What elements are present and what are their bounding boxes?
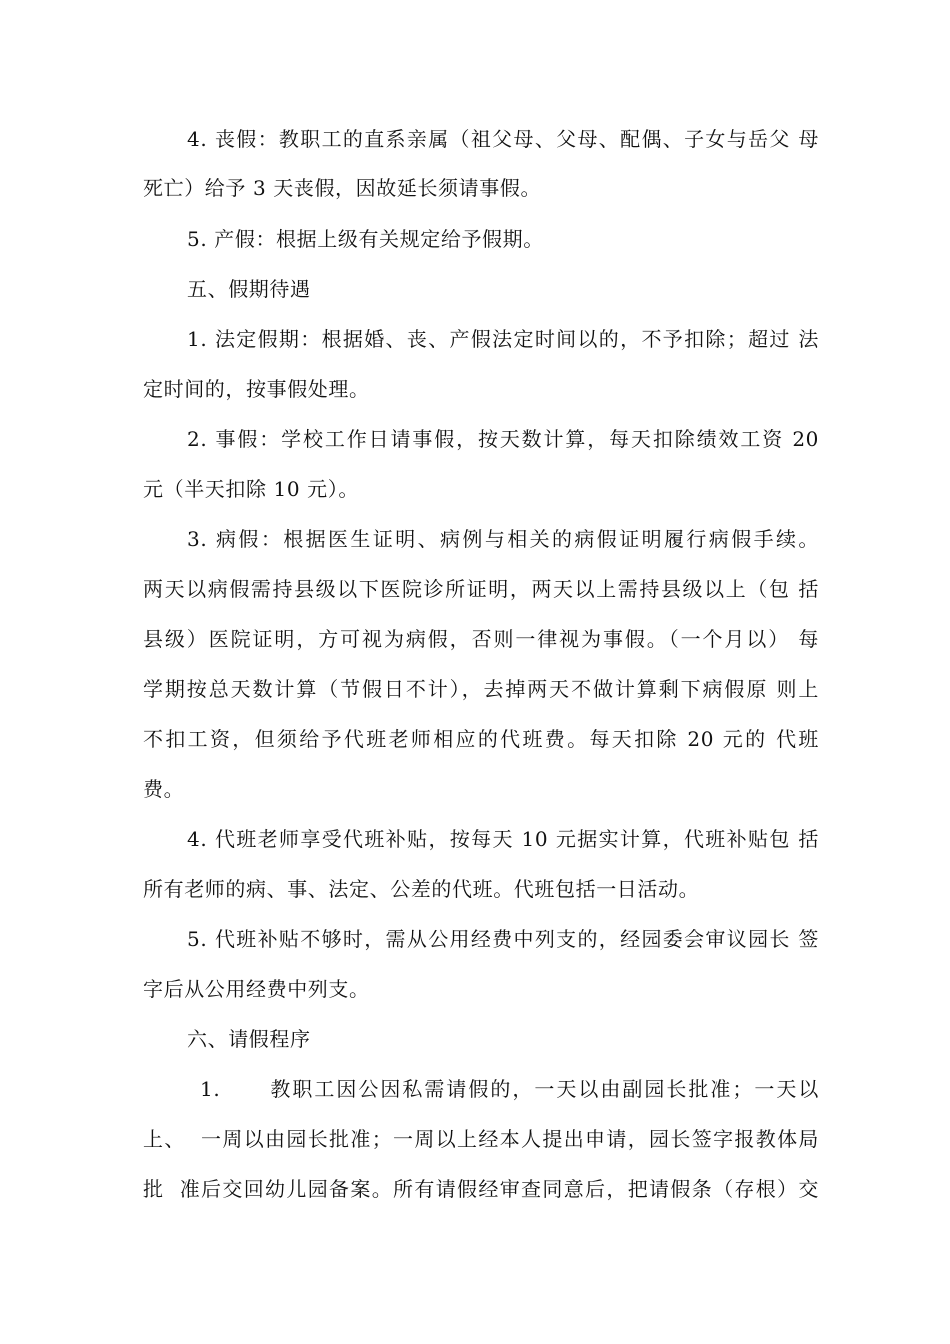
text-line: 元（半天扣除 10 元）。 — [143, 477, 359, 501]
text-line: 所有老师的病、事、法定、公差的代班。代班包括一日活动。 — [143, 877, 700, 901]
text-line: 4. 丧假：教职工的直系亲属（祖父母、父母、配偶、子女与岳父 母 — [187, 127, 819, 151]
text-line: 学期按总天数计算（节假日不计），去掉两天不做计算剩下病假原 则上 — [143, 677, 819, 701]
text-line: 3. 病假：根据医生证明、病例与相关的病假证明履行病假手续。 — [187, 527, 819, 551]
text-line: 字后从公用经费中列支。 — [143, 977, 370, 1001]
text-line: 4. 代班老师享受代班补贴，按每天 10 元据实计算，代班补贴包 括 — [187, 827, 819, 851]
text-line: 5. 产假：根据上级有关规定给予假期。 — [187, 227, 544, 251]
text-line: 县级）医院证明，方可视为病假，否则一律视为事假。（一个月以） 每 — [143, 627, 819, 651]
text-line: 1. 教职工因公因私需请假的，一天以由副园长批准；一天以 — [200, 1077, 819, 1101]
text-line: 2. 事假：学校工作日请事假，按天数计算，每天扣除绩效工资 20 — [187, 427, 819, 451]
text-line: 两天以病假需持县级以下医院诊所证明，两天以上需持县级以上（包 括 — [143, 577, 819, 601]
text-line: 死亡）给予 3 天丧假，因故延长须请事假。 — [143, 176, 542, 200]
text-line: 1. 法定假期：根据婚、丧、产假法定时间以的，不予扣除；超过 法 — [187, 327, 819, 351]
text-line: 定时间的，按事假处理。 — [143, 377, 370, 401]
text-line: 不扣工资，但须给予代班老师相应的代班费。每天扣除 20 元的 代班 — [143, 727, 819, 751]
text-line: 上、 一周以由园长批准；一周以上经本人提出申请，园长签字报教体局 — [143, 1127, 819, 1151]
section-heading: 五、假期待遇 — [187, 277, 311, 301]
text-line: 批 准后交回幼儿园备案。所有请假经审查同意后，把请假条（存根）交 — [143, 1177, 819, 1201]
text-line: 费。 — [143, 777, 185, 801]
text-line: 5. 代班补贴不够时，需从公用经费中列支的，经园委会审议园长 签 — [187, 927, 819, 951]
section-heading: 六、请假程序 — [187, 1027, 311, 1051]
